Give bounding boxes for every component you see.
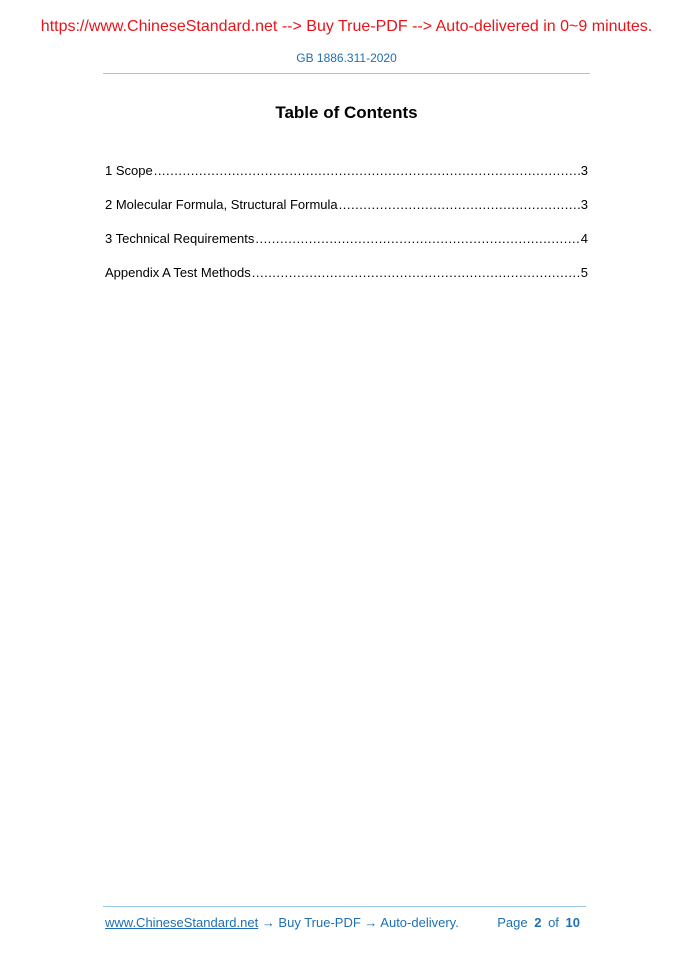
page-label: Page bbox=[497, 915, 528, 930]
footer-website-link[interactable]: www.ChineseStandard.net bbox=[105, 915, 259, 930]
toc-entry-page: 4 bbox=[580, 231, 588, 246]
toc-leader-dots bbox=[255, 230, 579, 248]
toc-leader-dots bbox=[252, 264, 580, 282]
toc-entry-technical-requirements[interactable] bbox=[105, 230, 588, 264]
toc-list bbox=[105, 162, 588, 298]
toc-entry-label: 3 Technical Requirements bbox=[105, 231, 255, 246]
toc-entry-appendix-a[interactable] bbox=[105, 264, 588, 298]
toc-leader-dots bbox=[154, 162, 580, 180]
toc-entry-page: 3 bbox=[580, 163, 588, 178]
footer-left bbox=[105, 915, 459, 930]
page-footer bbox=[105, 915, 583, 930]
page-total: 10 bbox=[565, 915, 580, 930]
footer-divider bbox=[103, 906, 586, 907]
toc-entry-molecular-formula[interactable] bbox=[105, 196, 588, 230]
page-number bbox=[497, 915, 583, 930]
toc-entry-label: 1 Scope bbox=[105, 163, 153, 178]
page-of: of bbox=[548, 915, 559, 930]
header-divider bbox=[103, 73, 590, 74]
page-current: 2 bbox=[534, 915, 542, 930]
top-banner[interactable]: https://www.ChineseStandard.net --> Buy True-PDF --> Auto-delivered in 0~9 minutes. bbox=[40, 18, 653, 35]
toc-entry-page: 3 bbox=[580, 197, 588, 212]
document-code: GB 1886.311-2020 bbox=[296, 51, 397, 65]
footer-tagline: → Buy True-PDF → Auto-delivery. bbox=[258, 915, 459, 930]
toc-leader-dots bbox=[339, 196, 580, 214]
toc-title: Table of Contents bbox=[275, 103, 418, 122]
toc-entry-label: 2 Molecular Formula, Structural Formula bbox=[105, 197, 338, 212]
toc-entry-scope[interactable] bbox=[105, 162, 588, 196]
toc-entry-page: 5 bbox=[580, 265, 588, 280]
toc-entry-label: Appendix A Test Methods bbox=[105, 265, 251, 280]
